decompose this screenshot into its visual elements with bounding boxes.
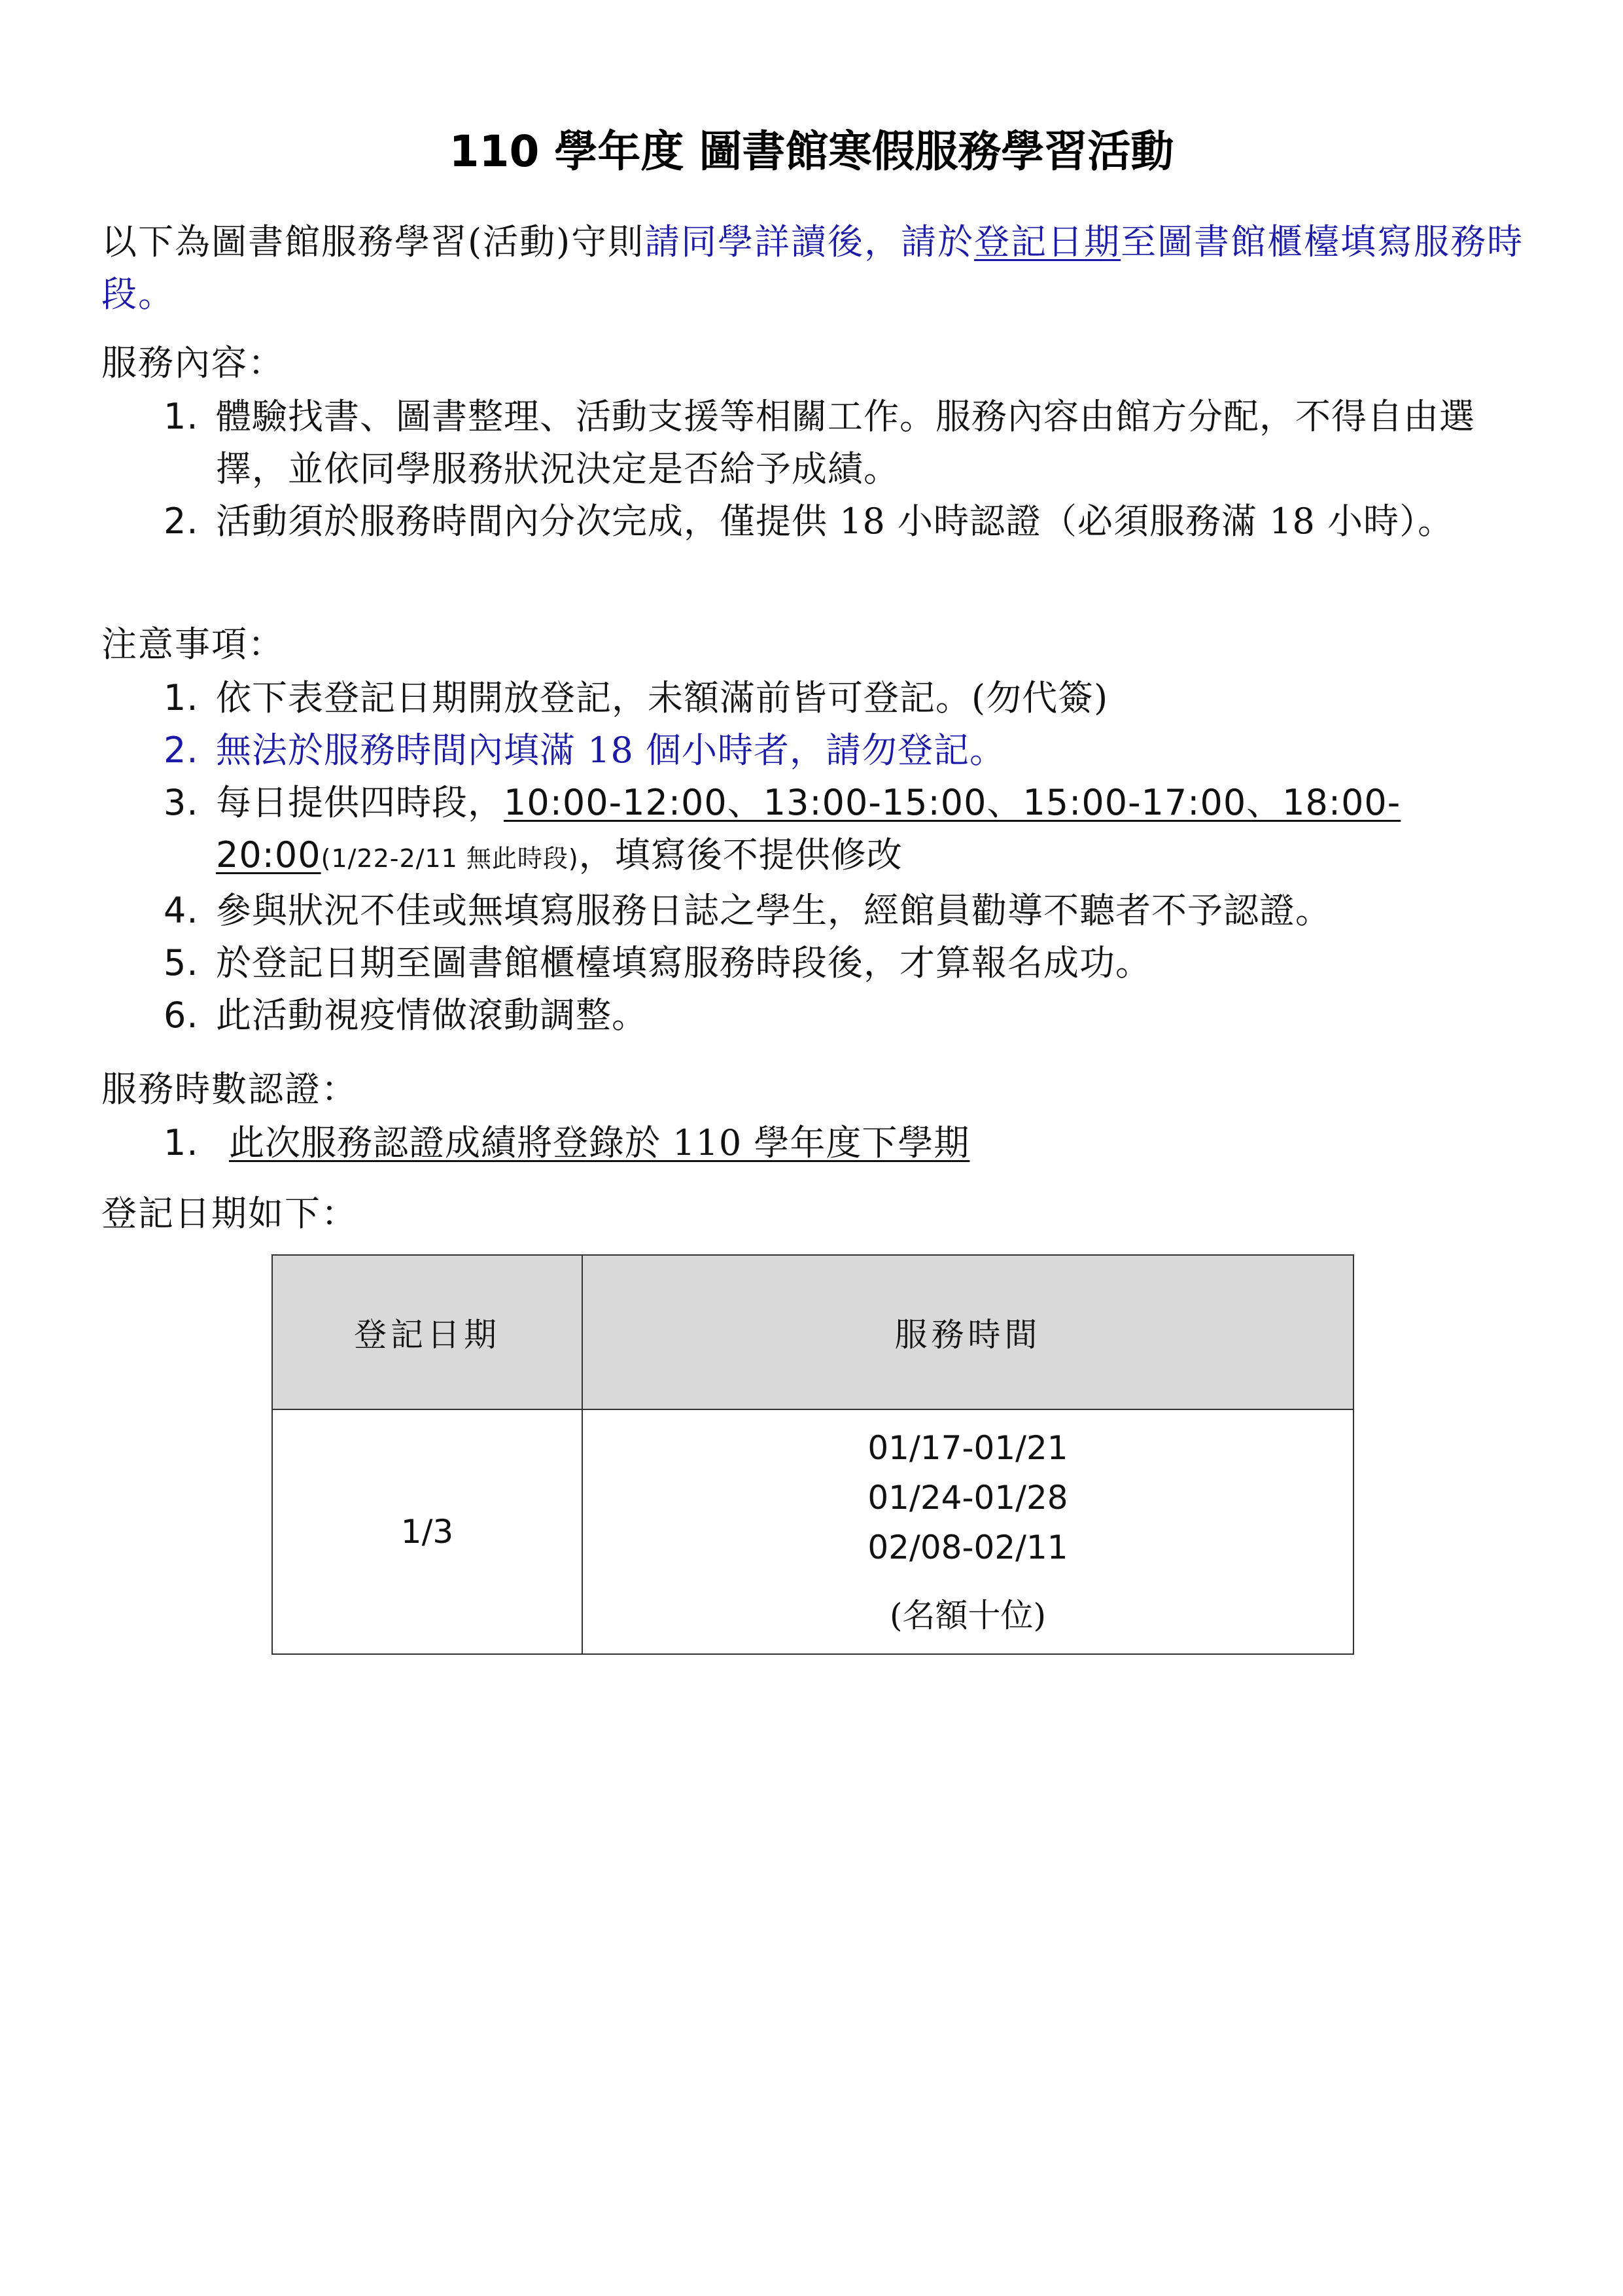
- certification-heading: 服務時數認證：: [101, 1069, 358, 1110]
- list-number: 1.: [164, 677, 199, 718]
- list-text: 無法於服務時間內填滿 18 個小時者，請勿登記。: [216, 730, 1006, 771]
- list-number: 4.: [164, 890, 199, 931]
- list-item: [164, 885, 1544, 937]
- time-slots: 10:00-12:00、13:00-15:00、15:00-17:00、18:00-20:00: [216, 782, 1401, 875]
- list-text: 每日提供四時段，: [216, 782, 504, 823]
- list-item: [164, 724, 1544, 777]
- list-item: [164, 495, 1544, 548]
- registration-heading: 登記日期如下：: [101, 1193, 358, 1234]
- list-item: [164, 937, 1544, 989]
- list-item: [164, 391, 1544, 495]
- list-text: 此活動視疫情做滾動調整。: [216, 995, 648, 1036]
- service-period: 01/17-01/21: [867, 1429, 1068, 1467]
- table-row: [272, 1409, 1353, 1654]
- list-number: 1.: [164, 1122, 199, 1163]
- list-number: 5.: [164, 942, 199, 983]
- list-text: 體驗找書、圖書整理、活動支援等相關工作。服務內容由館方分配，不得自由選擇，並依同學服務狀況決定是否給予成績。: [216, 396, 1475, 489]
- header-time: 服務時間: [582, 1255, 1353, 1409]
- list-text: 於登記日期至圖書館櫃檯填寫服務時段後，才算報名成功。: [216, 942, 1151, 983]
- registration-table: [271, 1254, 1354, 1655]
- list-number: 3.: [164, 782, 199, 823]
- service-content-list: [164, 391, 1544, 548]
- list-number: 2.: [164, 730, 199, 771]
- list-text: 參與狀況不佳或無填寫服務日誌之學生，經館員勸導不聽者不予認證。: [216, 890, 1331, 931]
- intro-text-read: 請同學詳讀後，請於: [644, 221, 975, 262]
- notes-list: [164, 672, 1544, 1042]
- list-item: [164, 1117, 1544, 1169]
- cell-date: 1/3: [272, 1409, 582, 1654]
- service-period: 01/24-01/28: [867, 1479, 1068, 1517]
- header-date: 登記日期: [272, 1255, 582, 1409]
- intro-text-rules: 以下為圖書館服務學習(活動)守則: [101, 221, 645, 262]
- time-slots-exception: (1/22-2/11 無此時段): [321, 844, 579, 873]
- list-text: 活動須於服務時間內分次完成，僅提供 18 小時認證（必須服務滿 18 小時）。: [216, 501, 1454, 542]
- intro-paragraph: [101, 216, 1534, 321]
- notes-heading: 注意事項：: [101, 624, 285, 665]
- list-text: 依下表登記日期開放登記，未額滿前皆可登記。(勿代簽): [216, 677, 1109, 718]
- certification-list: [164, 1117, 1544, 1169]
- list-item: [164, 989, 1544, 1042]
- list-item: [164, 777, 1544, 885]
- list-text: 此次服務認證成績將登錄於 110 學年度下學期: [229, 1122, 970, 1163]
- service-period: 02/08-02/11: [867, 1528, 1068, 1566]
- cell-times: [582, 1409, 1353, 1654]
- page-title: 110 學年度 圖書館寒假服務學習活動: [449, 126, 1174, 177]
- list-number: 2.: [164, 501, 199, 542]
- list-number: 1.: [164, 396, 199, 437]
- table-header-row: [272, 1255, 1353, 1409]
- list-item: [164, 672, 1544, 724]
- intro-text-counter: 至圖書館櫃檯填寫服務時段。: [101, 221, 1524, 315]
- list-number: 6.: [164, 995, 199, 1036]
- list-text: ，填寫後不提供修改: [578, 834, 903, 875]
- intro-text-date: 登記日期: [974, 221, 1121, 262]
- service-content-heading: 服務內容：: [101, 342, 285, 383]
- quota-note: (名額十位): [889, 1597, 1046, 1634]
